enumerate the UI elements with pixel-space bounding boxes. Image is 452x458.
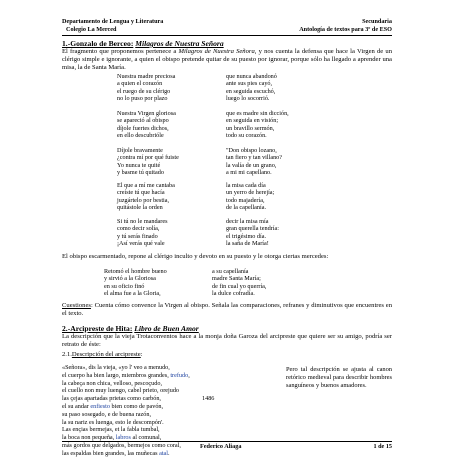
section1-intro: El fragmento que proponemos pertenece a Milagros de Nuestra Señora, y nos cuenta la defensa que hace la Virgen de un clérigo simple e ignorante, a quien el obispo pretende quitar de su puesto por ignorar, porque sólo ha llegado a aprender una misa, la de Santa María. bbox=[62, 48, 393, 72]
section1-title-prefix: 1.-Gonzalo de Berceo: bbox=[62, 39, 134, 48]
verse-line: juzgártelo por bestia, bbox=[117, 196, 170, 204]
verse-line: tan fiero y tan villano? bbox=[226, 154, 283, 162]
footer-rule bbox=[62, 441, 392, 442]
footer-author: Federico Aliaga bbox=[200, 443, 242, 450]
poem-line: el cuerpo ha bien largo, miembros grandes, trefudo, bbox=[62, 371, 190, 379]
verse-line: Si tú no le mandares bbox=[117, 218, 168, 225]
verse-line: en ello descubrióle bbox=[117, 132, 164, 140]
verse-line: en seguida escuchó, bbox=[226, 87, 276, 95]
questions-label: Cuestiones bbox=[62, 302, 91, 309]
verse-line: Nuestra Virgen gloriosa bbox=[117, 110, 176, 117]
stanza-left-column bbox=[117, 110, 176, 140]
verse-line: y tú serás finado bbox=[117, 232, 158, 240]
poem-line: las çejas apartadas prietas como carbón, 1486 bbox=[62, 395, 215, 403]
verse-line: a quien el corazón bbox=[117, 80, 163, 88]
section2-title-work: Libro de Buen Amor bbox=[134, 324, 199, 333]
verse-line: como decir solía, bbox=[117, 225, 160, 233]
verse-line: un yerro de herejía; bbox=[226, 189, 275, 197]
verse-line: de fin cual yo querría, bbox=[212, 282, 267, 290]
stanza-left-column bbox=[117, 73, 175, 103]
header-anthology: Antología de textos para 3º de ESO bbox=[299, 26, 392, 33]
stanza-left-column bbox=[104, 268, 167, 298]
section2-title-prefix: 2.-Arcipreste de Hita: bbox=[62, 324, 133, 333]
stanza-right-column bbox=[226, 73, 277, 103]
poem-line: el cuello non muy luengo, cabel prieto, orejudo bbox=[62, 387, 180, 395]
canon-note: Pero tal descripción se ajusta al canon retórico medieval para describir hombres sanguíneos y buenos amadores. bbox=[286, 366, 392, 389]
verse-line: se apareció al obispo bbox=[117, 117, 169, 125]
stanza-left-column bbox=[117, 182, 175, 212]
stanza-right-column bbox=[226, 110, 289, 140]
stanza-left-column bbox=[117, 218, 168, 248]
verse-line: en su oficio finó bbox=[104, 282, 145, 290]
verse-line: todo majadería, bbox=[226, 196, 265, 204]
verse-line: Retomó el hombre bueno bbox=[104, 268, 167, 275]
section1-title-work: Milagros de Nuestra Señora bbox=[135, 39, 224, 48]
verse-line: el ruego de su clérigo bbox=[117, 87, 171, 95]
poem-line: el su andar enfiesto bien como de pavón, bbox=[62, 402, 164, 410]
verse-line: gran querella tendría: bbox=[226, 225, 279, 233]
poem-line: la boca non pequeña, labros al comunal, bbox=[62, 434, 162, 442]
verse-line: ¿contra mí por qué fuiste bbox=[117, 154, 179, 162]
glossed-word: trefudo bbox=[170, 371, 189, 379]
poem-line: la su nariz es luenga, esto le descompón'. bbox=[62, 418, 164, 426]
arcipreste-poem bbox=[62, 364, 282, 458]
verse-line: Díjole bravamente bbox=[117, 147, 163, 154]
verse-line: luego lo socorrió. bbox=[226, 95, 270, 103]
verse-line: el alma fue a la Gloria, bbox=[104, 290, 161, 298]
stanza-right-column bbox=[226, 147, 282, 177]
poem-line: su paso sosegado, e de buena razón, bbox=[62, 410, 152, 418]
subsection-title: 2.1.Descripción del arcipreste: bbox=[62, 351, 143, 358]
verse-line: de la capellanía. bbox=[226, 204, 267, 212]
verse-line: madre Santa María; bbox=[212, 275, 261, 283]
stanza-left-column bbox=[117, 147, 179, 177]
verse-line: ante sus pies cayó, bbox=[226, 80, 273, 88]
stanza-right-column bbox=[226, 218, 279, 248]
verse-line: la misa cada día bbox=[226, 182, 266, 189]
section2-title bbox=[62, 324, 199, 333]
header-level: Secundaria bbox=[362, 18, 392, 25]
verse-line: a su capellanía bbox=[212, 268, 249, 275]
stanza-number: 1486 bbox=[202, 395, 215, 403]
verse-line: el trigésimo día. bbox=[226, 232, 267, 240]
verse-line: ¡Así verás qué vale bbox=[117, 240, 165, 248]
verse-line: creíste tú que hacía bbox=[117, 189, 165, 197]
poem-line: las espaldas bien grandes, las muñecas atal. bbox=[62, 449, 170, 457]
glossed-word: labros bbox=[115, 434, 131, 442]
verse-line: la saña de María! bbox=[226, 240, 269, 248]
section1-intro-work: Milagros de Nuestra Señora bbox=[178, 48, 255, 55]
verse-line: decir la misa mía bbox=[226, 218, 269, 225]
verse-line: en seguida en visión; bbox=[226, 117, 279, 125]
verse-line: y basme tú quitado bbox=[117, 169, 164, 177]
stanza-right-column bbox=[226, 182, 274, 212]
verse-line: no lo puso por plazo bbox=[117, 95, 168, 103]
footer-page: 1 de 15 bbox=[373, 443, 392, 450]
verse-line: y sirvió a la Gloriosa bbox=[104, 275, 156, 283]
verse-line: quitástole la orden bbox=[117, 204, 163, 212]
verse-line: a mi mi capellano. bbox=[226, 169, 272, 177]
section1-title bbox=[62, 39, 224, 48]
poem-line: «Señora», dis la vieja, «yo l' veo a menudo, bbox=[62, 364, 170, 371]
verse-line: díjole fuertes dichos, bbox=[117, 124, 169, 132]
verse-line: todo su corazón. bbox=[226, 132, 267, 140]
header-department: Departamento de Lengua y Literatura bbox=[62, 18, 164, 25]
poem-line: Las ençias bermejas, et la fabla tumbal, bbox=[62, 426, 160, 434]
section2-intro: La descripción que la vieja Trotaconventos hace a la monja doña Garoza del arcipreste que quiere ser su amigo, podría ser retrato de éste: bbox=[62, 333, 392, 349]
poem-line: la cabeça non chica, velloso, pescoçudo, bbox=[62, 379, 162, 387]
stanza-right-column bbox=[212, 268, 266, 298]
verse-line: la valía de un grano, bbox=[226, 161, 277, 169]
glossed-word: atal bbox=[159, 449, 169, 457]
verse-line: Yo nunca te quité bbox=[117, 161, 161, 169]
poem-line: más gordos que delgados, bermejos como coral, bbox=[62, 441, 181, 449]
verse-line: El que a mí me cantaba bbox=[117, 182, 175, 189]
verse-line: "Don obispo lozano, bbox=[226, 147, 277, 154]
verse-line: la dulce cofradía. bbox=[212, 290, 255, 298]
verse-line: un bravillo sermón, bbox=[226, 124, 275, 132]
section1-outro: El obispo escarmentado, repone al clérigo inculto y devoto en su puesto y le otorga ciertas mercedes: bbox=[62, 253, 329, 260]
section1-questions: Cuestiones: Cuenta cómo convence la Virgen al obispo. Señala las comparaciones, refranes y diminutivos que encuentres en el texto. bbox=[62, 302, 392, 318]
verse-line: que nunca abandonó bbox=[226, 73, 277, 80]
header-rule bbox=[62, 35, 392, 36]
verse-line: Nuestra madre preciosa bbox=[117, 73, 176, 80]
header-school: Colegio La Merced bbox=[66, 26, 117, 33]
glossed-word: enfiesto bbox=[90, 402, 110, 410]
verse-line: que es madre sin dicción, bbox=[226, 110, 289, 117]
